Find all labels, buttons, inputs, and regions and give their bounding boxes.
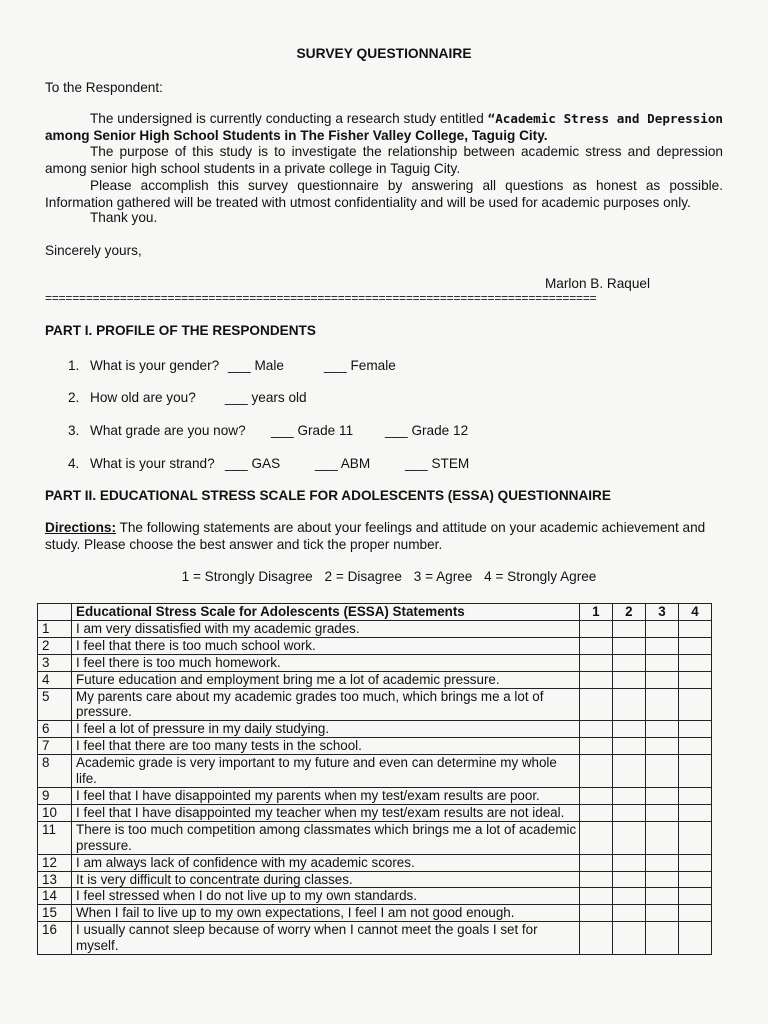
rating-cell-3[interactable] xyxy=(645,854,678,871)
question-number: 1. xyxy=(68,358,80,373)
rating-cell-1[interactable] xyxy=(579,871,612,888)
rating-cell-1[interactable] xyxy=(579,804,612,821)
rating-cell-3[interactable] xyxy=(645,871,678,888)
rating-cell-1[interactable] xyxy=(579,922,612,955)
separator-rule: ================================================================================= xyxy=(45,291,597,305)
rating-cell-2[interactable] xyxy=(612,922,645,955)
rating-cell-2[interactable] xyxy=(612,654,645,671)
answer-option[interactable]: ___ ABM xyxy=(315,456,371,471)
question-text: What grade are you now? xyxy=(90,423,246,438)
rating-cell-4[interactable] xyxy=(678,854,711,871)
answer-option[interactable]: ___ STEM xyxy=(405,456,470,471)
instruction-paragraph: Please accomplish this survey questionnaire by answering all questions as honest as possible. Information gathered will be treated with utmost confidentiality and will be used for academic purposes only. xyxy=(45,178,723,210)
rating-cell-4[interactable] xyxy=(678,721,711,738)
rating-cell-2[interactable] xyxy=(612,854,645,871)
rating-cell-4[interactable] xyxy=(678,688,711,721)
rating-cell-4[interactable] xyxy=(678,671,711,688)
table-row xyxy=(38,654,712,671)
statement-cell: I feel stressed when I do not live up to my own standards. xyxy=(72,888,580,905)
part2-heading: PART II. EDUCATIONAL STRESS SCALE FOR ADOLESCENTS (ESSA) QUESTIONNAIRE xyxy=(45,488,611,503)
directions-label: Directions: xyxy=(45,520,117,535)
statement-cell: I am very dissatisfied with my academic grades. xyxy=(72,620,580,637)
rating-cell-4[interactable] xyxy=(678,821,711,854)
header-number-cell xyxy=(38,604,72,621)
answer-option[interactable]: ___ years old xyxy=(225,390,307,405)
rating-cell-3[interactable] xyxy=(645,637,678,654)
table-row xyxy=(38,721,712,738)
row-number: 16 xyxy=(38,922,72,955)
statement-cell: I usually cannot sleep because of worry when I cannot meet the goals I set for myself. xyxy=(72,922,580,955)
rating-cell-2[interactable] xyxy=(612,620,645,637)
rating-cell-4[interactable] xyxy=(678,755,711,788)
signer-name: Marlon B. Raquel xyxy=(544,276,650,291)
greeting: To the Respondent: xyxy=(45,80,163,95)
rating-cell-3[interactable] xyxy=(645,787,678,804)
table-row xyxy=(38,821,712,854)
rating-cell-2[interactable] xyxy=(612,755,645,788)
study-title-part2: among Senior High School Students in The Fisher Valley College, Taguig City. xyxy=(45,127,548,143)
row-number: 4 xyxy=(38,671,72,688)
rating-cell-4[interactable] xyxy=(678,905,711,922)
rating-cell-4[interactable] xyxy=(678,888,711,905)
rating-cell-3[interactable] xyxy=(645,804,678,821)
rating-cell-3[interactable] xyxy=(645,654,678,671)
rating-cell-2[interactable] xyxy=(612,688,645,721)
intro-paragraph xyxy=(45,111,723,144)
row-number: 8 xyxy=(38,755,72,788)
closing: Sincerely yours, xyxy=(45,243,142,258)
row-number: 12 xyxy=(38,854,72,871)
statement-cell: I feel there is too much homework. xyxy=(72,654,580,671)
table-row xyxy=(38,804,712,821)
directions xyxy=(45,520,723,554)
rating-cell-1[interactable] xyxy=(579,671,612,688)
intro-lead: The undersigned is currently conducting a research study entitled xyxy=(90,111,488,126)
rating-cell-2[interactable] xyxy=(612,787,645,804)
question-number: 3. xyxy=(68,423,80,438)
table-row xyxy=(38,922,712,955)
rating-cell-4[interactable] xyxy=(678,787,711,804)
question-text: How old are you? xyxy=(90,390,196,405)
table-row xyxy=(38,738,712,755)
rating-cell-1[interactable] xyxy=(579,888,612,905)
row-number: 2 xyxy=(38,637,72,654)
answer-option[interactable]: ___ Male xyxy=(228,358,284,373)
header-statement: Educational Stress Scale for Adolescents (ESSA) Statements xyxy=(72,604,580,621)
table-row xyxy=(38,671,712,688)
rating-cell-2[interactable] xyxy=(612,721,645,738)
rating-cell-1[interactable] xyxy=(579,688,612,721)
row-number: 3 xyxy=(38,654,72,671)
statement-cell: Future education and employment bring me a lot of academic pressure. xyxy=(72,671,580,688)
row-number: 10 xyxy=(38,804,72,821)
rating-cell-3[interactable] xyxy=(645,905,678,922)
table-header-row xyxy=(38,604,712,621)
rating-cell-1[interactable] xyxy=(579,721,612,738)
statement-cell: Academic grade is very important to my future and even can determine my whole life. xyxy=(72,755,580,788)
answer-option[interactable]: ___ Female xyxy=(324,358,396,373)
study-title-part1: “Academic Stress and Depression xyxy=(487,111,723,126)
rating-cell-4[interactable] xyxy=(678,654,711,671)
question-number: 4. xyxy=(68,456,80,471)
table-row xyxy=(38,755,712,788)
row-number: 9 xyxy=(38,787,72,804)
header-option-3: 3 xyxy=(645,604,678,621)
rating-cell-2[interactable] xyxy=(612,637,645,654)
table-row xyxy=(38,688,712,721)
scale-item-2: 2 = Disagree xyxy=(324,569,402,584)
question-text: What is your strand? xyxy=(90,456,215,471)
rating-cell-1[interactable] xyxy=(579,854,612,871)
rating-cell-4[interactable] xyxy=(678,804,711,821)
scale-item-3: 3 = Agree xyxy=(413,569,473,584)
rating-cell-2[interactable] xyxy=(612,821,645,854)
scale-item-1: 1 = Strongly Disagree xyxy=(181,569,313,584)
rating-cell-2[interactable] xyxy=(612,888,645,905)
statement-cell: I am always lack of confidence with my academic scores. xyxy=(72,854,580,871)
rating-cell-1[interactable] xyxy=(579,637,612,654)
rating-cell-3[interactable] xyxy=(645,821,678,854)
rating-cell-1[interactable] xyxy=(579,787,612,804)
statement-cell: I feel that there are too many tests in the school. xyxy=(72,738,580,755)
question-text: What is your gender? xyxy=(90,358,220,373)
table-body xyxy=(38,620,712,954)
rating-cell-1[interactable] xyxy=(579,821,612,854)
rating-cell-1[interactable] xyxy=(579,620,612,637)
purpose-paragraph: The purpose of this study is to investigate the relationship between academic stress and depression among senior high school students in a private college in Taguig City. xyxy=(45,144,723,176)
statement-cell: I feel a lot of pressure in my daily studying. xyxy=(72,721,580,738)
rating-cell-3[interactable] xyxy=(645,671,678,688)
table-row xyxy=(38,620,712,637)
table-row xyxy=(38,888,712,905)
document-title: SURVEY QUESTIONNAIRE xyxy=(296,46,472,61)
part1-heading: PART I. PROFILE OF THE RESPONDENTS xyxy=(45,323,316,338)
table-row xyxy=(38,905,712,922)
answer-option[interactable]: ___ Grade 11 xyxy=(271,423,354,438)
rating-cell-4[interactable] xyxy=(678,620,711,637)
statement-cell: I feel that I have disappointed my parents when my test/exam results are poor. xyxy=(72,787,580,804)
statement-cell: My parents care about my academic grades too much, which brings me a lot of pressure. xyxy=(72,688,580,721)
rating-cell-4[interactable] xyxy=(678,871,711,888)
statement-cell: I feel that there is too much school work. xyxy=(72,637,580,654)
table-row xyxy=(38,637,712,654)
rating-cell-3[interactable] xyxy=(645,620,678,637)
rating-cell-3[interactable] xyxy=(645,688,678,721)
rating-cell-2[interactable] xyxy=(612,671,645,688)
row-number: 7 xyxy=(38,738,72,755)
directions-text: The following statements are about your feelings and attitude on your academic achievement and study. Please choose the best answer and tick the proper number. xyxy=(45,520,706,552)
rating-cell-1[interactable] xyxy=(579,755,612,788)
row-number: 15 xyxy=(38,905,72,922)
rating-cell-1[interactable] xyxy=(579,654,612,671)
statement-cell: It is very difficult to concentrate during classes. xyxy=(72,871,580,888)
rating-cell-4[interactable] xyxy=(678,922,711,955)
row-number: 11 xyxy=(38,821,72,854)
statement-cell: There is too much competition among classmates which brings me a lot of academic pressure. xyxy=(72,821,580,854)
header-option-1: 1 xyxy=(579,604,612,621)
row-number: 1 xyxy=(38,620,72,637)
header-option-4: 4 xyxy=(678,604,711,621)
row-number: 5 xyxy=(38,688,72,721)
rating-cell-3[interactable] xyxy=(645,922,678,955)
rating-cell-2[interactable] xyxy=(612,738,645,755)
answer-option[interactable]: ___ GAS xyxy=(225,456,281,471)
rating-cell-3[interactable] xyxy=(645,721,678,738)
row-number: 13 xyxy=(38,871,72,888)
statement-cell: I feel that I have disappointed my teacher when my test/exam results are not ideal. xyxy=(72,804,580,821)
scale-item-4: 4 = Strongly Agree xyxy=(484,569,597,584)
question-number: 2. xyxy=(68,390,80,405)
answer-option[interactable]: ___ Grade 12 xyxy=(385,423,469,438)
rating-cell-3[interactable] xyxy=(645,738,678,755)
table-row xyxy=(38,787,712,804)
essa-table xyxy=(37,603,712,955)
rating-cell-4[interactable] xyxy=(678,738,711,755)
rating-cell-1[interactable] xyxy=(579,905,612,922)
rating-scale-legend xyxy=(45,569,723,584)
header-option-2: 2 xyxy=(612,604,645,621)
table-row xyxy=(38,854,712,871)
rating-cell-2[interactable] xyxy=(612,804,645,821)
rating-cell-1[interactable] xyxy=(579,738,612,755)
rating-cell-4[interactable] xyxy=(678,637,711,654)
table-row xyxy=(38,871,712,888)
row-number: 14 xyxy=(38,888,72,905)
rating-cell-2[interactable] xyxy=(612,905,645,922)
row-number: 6 xyxy=(38,721,72,738)
thanks-line: Thank you. xyxy=(90,210,158,225)
statement-cell: When I fail to live up to my own expectations, I feel I am not good enough. xyxy=(72,905,580,922)
rating-cell-3[interactable] xyxy=(645,888,678,905)
rating-cell-3[interactable] xyxy=(645,755,678,788)
rating-cell-2[interactable] xyxy=(612,871,645,888)
